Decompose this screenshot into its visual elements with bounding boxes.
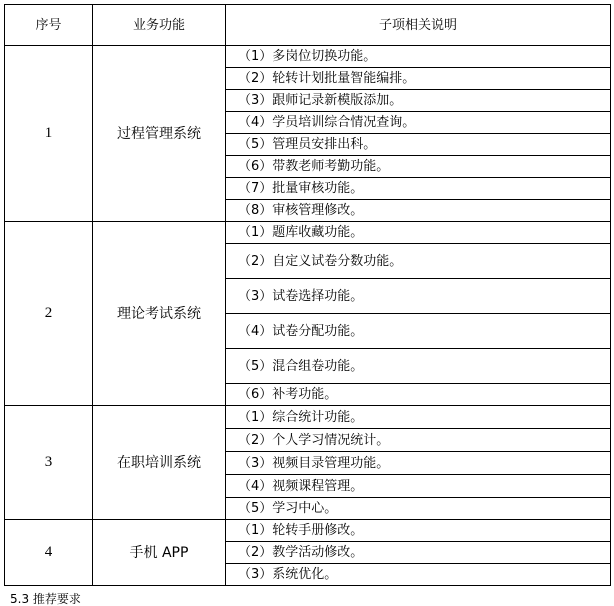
row-number: 3 (5, 406, 93, 520)
item-description: （4）视频课程管理。 (226, 475, 611, 498)
item-description: （1）多岗位切换功能。 (226, 46, 611, 68)
header-item-description: 子项相关说明 (226, 5, 611, 46)
item-description: （2）自定义试卷分数功能。 (226, 244, 611, 279)
business-function-cell: 过程管理系统 (93, 46, 226, 222)
item-description: （6）带教老师考勤功能。 (226, 156, 611, 178)
business-function-cell: 手机 APP (93, 520, 226, 586)
business-function-cell: 在职培训系统 (93, 406, 226, 520)
item-description: （1）综合统计功能。 (226, 406, 611, 429)
item-description: （7）批量审核功能。 (226, 178, 611, 200)
item-description: （2）轮转计划批量智能编排。 (226, 68, 611, 90)
item-description: （3）试卷选择功能。 (226, 279, 611, 314)
item-description: （4）学员培训综合情况查询。 (226, 112, 611, 134)
item-description: （2）个人学习情况统计。 (226, 429, 611, 452)
item-description: （5）管理员安排出科。 (226, 134, 611, 156)
table-row (5, 520, 611, 542)
function-table (4, 4, 611, 586)
business-function-cell: 理论考试系统 (93, 222, 226, 406)
table-row (5, 406, 611, 429)
table-row (5, 46, 611, 68)
row-number: 2 (5, 222, 93, 406)
item-description: （1）题库收藏功能。 (226, 222, 611, 244)
item-description: （3）视频目录管理功能。 (226, 452, 611, 475)
header-business-function: 业务功能 (93, 5, 226, 46)
item-description: （2）教学活动修改。 (226, 542, 611, 564)
item-description: （3）系统优化。 (226, 564, 611, 586)
table-header-row (5, 5, 611, 46)
item-description: （3）跟师记录新模版添加。 (226, 90, 611, 112)
item-description: （8）审核管理修改。 (226, 200, 611, 222)
item-description: （4）试卷分配功能。 (226, 314, 611, 349)
table-row (5, 222, 611, 244)
item-description: （1）轮转手册修改。 (226, 520, 611, 542)
item-description: （5）混合组卷功能。 (226, 349, 611, 384)
section-heading-partial: 5.3 推荐要求 (10, 592, 81, 606)
item-description: （6）补考功能。 (226, 384, 611, 406)
header-serial-number: 序号 (5, 5, 93, 46)
item-description: （5）学习中心。 (226, 498, 611, 520)
row-number: 4 (5, 520, 93, 586)
row-number: 1 (5, 46, 93, 222)
